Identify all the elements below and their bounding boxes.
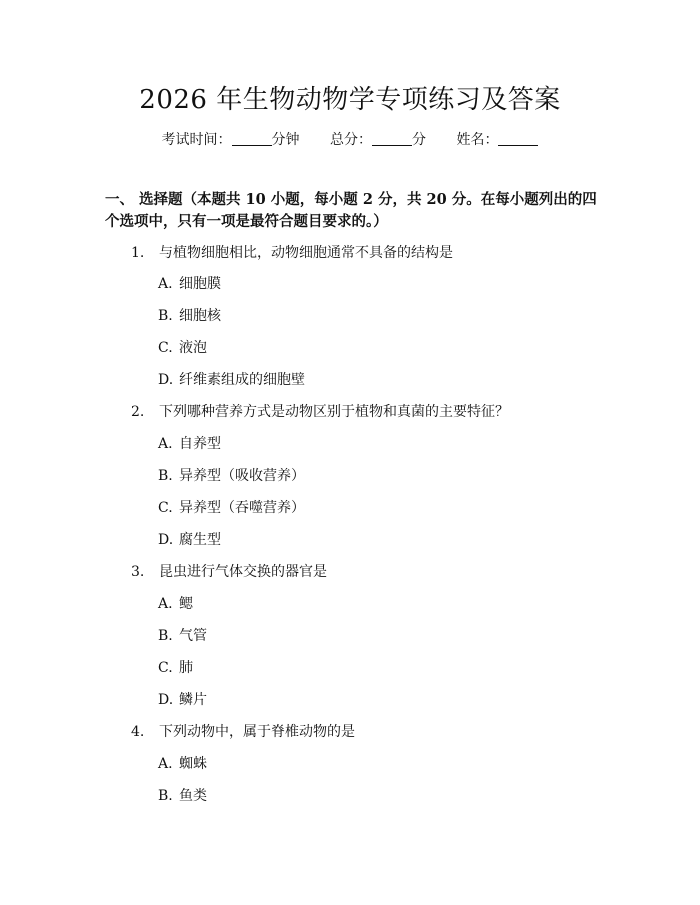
question-number: 4.	[131, 724, 145, 740]
question-number: 3.	[131, 564, 145, 580]
total-score-unit: 分	[412, 132, 426, 148]
section-heading	[105, 189, 605, 233]
option-letter: A.	[158, 276, 173, 292]
option-text: 腐生型	[179, 532, 221, 548]
option-text: 异养型（吸收营养）	[179, 468, 305, 484]
question-4-option-a	[158, 754, 207, 774]
option-text: 鳞片	[179, 692, 207, 708]
section-instructions: 选择题（本题共 10 小题，每小题 2 分，共 20 分。在每小题列出的四个选项中，只有一项是最符合题目要求的。）	[105, 191, 597, 230]
question-4	[131, 722, 355, 742]
option-text: 异养型（吞噬营养）	[179, 500, 305, 516]
option-text: 细胞膜	[179, 276, 221, 292]
option-letter: A.	[158, 596, 173, 612]
option-letter: B.	[158, 788, 173, 804]
question-3-option-a	[158, 594, 193, 614]
option-letter: A.	[158, 756, 173, 772]
question-2-option-c	[158, 498, 305, 518]
name-blank	[498, 131, 538, 146]
option-text: 细胞核	[179, 308, 221, 324]
question-1-option-c	[158, 338, 207, 358]
option-text: 蜘蛛	[179, 756, 207, 772]
option-letter: B.	[158, 468, 173, 484]
exam-time-unit: 分钟	[271, 132, 300, 148]
question-text: 下列动物中，属于脊椎动物的是	[159, 724, 355, 740]
question-1	[131, 243, 453, 263]
option-letter: D.	[158, 692, 174, 708]
option-text: 液泡	[179, 340, 207, 356]
question-2-option-d	[158, 530, 221, 550]
question-1-option-a	[158, 274, 221, 294]
name-field	[456, 130, 538, 150]
question-3-option-c	[158, 658, 193, 678]
option-letter: B.	[158, 628, 173, 644]
option-letter: B.	[158, 308, 173, 324]
question-text: 下列哪种营养方式是动物区别于植物和真菌的主要特征？	[159, 404, 509, 420]
exam-time-label: 考试时间：	[161, 132, 232, 148]
option-letter: C.	[158, 660, 173, 676]
total-score-field	[330, 130, 426, 150]
option-text: 气管	[179, 628, 207, 644]
question-2-option-b	[158, 466, 305, 486]
total-score-blank	[372, 131, 412, 146]
question-text: 昆虫进行气体交换的器官是	[159, 564, 327, 580]
option-text: 纤维素组成的细胞壁	[179, 372, 305, 388]
option-letter: C.	[158, 340, 173, 356]
question-number: 1.	[131, 245, 145, 261]
question-4-option-b	[158, 786, 207, 806]
exam-meta	[0, 130, 700, 150]
option-text: 鳃	[179, 596, 193, 612]
option-letter: D.	[158, 372, 174, 388]
option-text: 肺	[179, 660, 193, 676]
question-3-option-d	[158, 690, 207, 710]
option-letter: D.	[158, 532, 174, 548]
section-number: 一、	[105, 191, 134, 208]
option-text: 鱼类	[179, 788, 207, 804]
exam-time-field	[162, 130, 300, 150]
question-1-option-d	[158, 370, 305, 390]
question-2	[131, 402, 509, 422]
option-letter: C.	[158, 500, 173, 516]
page-title: 2026 年生物动物学专项练习及答案	[139, 85, 561, 115]
option-text: 自养型	[179, 436, 221, 452]
option-letter: A.	[158, 436, 173, 452]
question-1-option-b	[158, 306, 221, 326]
exam-time-blank	[232, 131, 272, 146]
question-3-option-b	[158, 626, 207, 646]
total-score-label: 总分：	[330, 132, 372, 148]
question-3	[131, 562, 327, 582]
question-number: 2.	[131, 404, 145, 420]
name-label: 姓名：	[456, 132, 499, 148]
question-2-option-a	[158, 434, 221, 454]
question-text: 与植物细胞相比，动物细胞通常不具备的结构是	[159, 245, 453, 261]
